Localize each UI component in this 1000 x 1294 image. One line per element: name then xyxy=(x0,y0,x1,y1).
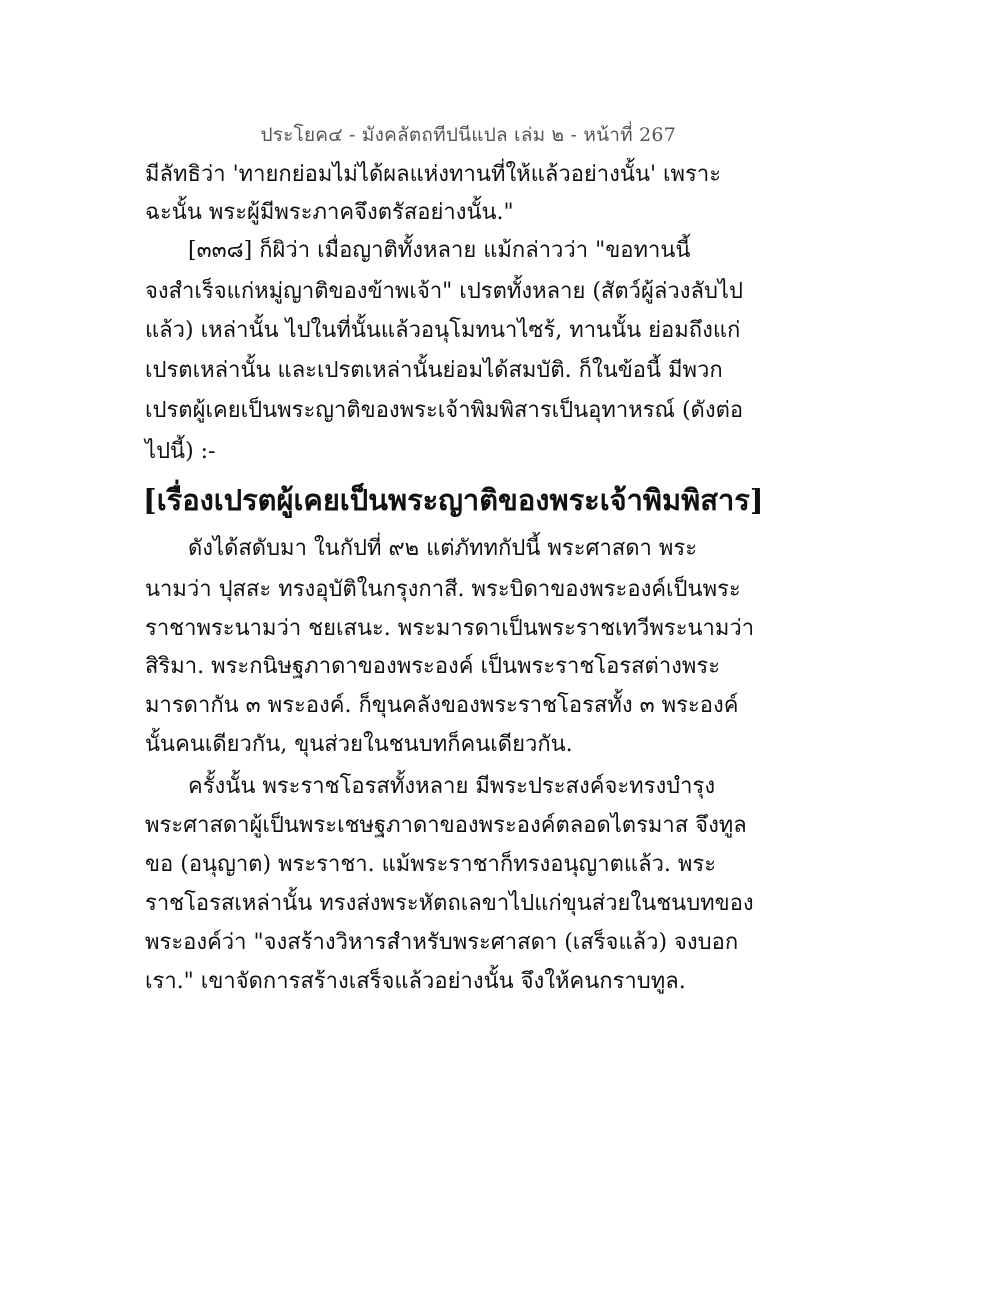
paragraph2-line-5: เปรตผู้เคยเป็นพระญาติของพระเจ้าพิมพิสารเป็นอุทาหรณ์ (ดังต่อ xyxy=(145,398,744,423)
paragraph1-line-1: มีลัทธิว่า 'ทายกย่อมไม่ได้ผลแห่งทานที่ให้แล้วอย่างนั้น' เพราะ xyxy=(145,162,722,187)
paragraph2-line-3: แล้ว) เหล่านั้น ไปในที่นั้นแล้วอนุโมทนาไซร้, ทานนั้น ย่อมถึงแก่ xyxy=(145,318,741,343)
paragraph2-line-2: จงสำเร็จแก่หมู่ญาติของข้าพเจ้า" เปรตทั้งหลาย (สัตว์ผู้ล่วงลับไป xyxy=(145,279,743,304)
paragraph3-line-1: ดังได้สดับมา ในกัปที่ ๙๒ แต่ภัททกัปนี้ พระศาสดา พระ xyxy=(188,536,698,561)
page-header: ประโยค๔ - มังคลัตถทีปนีแปล เล่ม ๒ - หน้าที่ 267 xyxy=(260,124,676,146)
paragraph3-line-5: มารดากัน ๓ พระองค์. ก็ขุนคลังของพระราชโอรสทั้ง ๓ พระองค์ xyxy=(145,693,739,718)
section-heading: [เรื่องเปรตผู้เคยเป็นพระญาติของพระเจ้าพิมพิสาร] xyxy=(143,483,764,517)
paragraph2-line-1: [๓๓๘] ก็ผิว่า เมื่อญาติทั้งหลาย แม้กล่าวว่า "ขอทานนี้ xyxy=(188,238,691,263)
paragraph3-line-6: นั้นคนเดียวกัน, ขุนส่วยในชนบทก็คนเดียวกัน. xyxy=(145,732,573,757)
paragraph4-line-6: เรา." เขาจัดการสร้างเสร็จแล้วอย่างนั้น จึงให้คนกราบทูล. xyxy=(145,969,686,994)
paragraph1-line-2: ฉะนั้น พระผู้มีพระภาคจึงตรัสอย่างนั้น." xyxy=(145,200,514,225)
paragraph3-line-2: นามว่า ปุสสะ ทรงอุบัติในกรุงกาสี. พระบิดาของพระองค์เป็นพระ xyxy=(145,577,741,602)
paragraph4-line-3: ขอ (อนุญาต) พระราชา. แม้พระราชาก็ทรงอนุญาตแล้ว. พระ xyxy=(145,852,717,877)
paragraph4-line-4: ราชโอรสเหล่านั้น ทรงส่งพระหัตถเลขาไปแก่ขุนส่วยในชนบทของ xyxy=(145,891,754,916)
paragraph2-line-6: ไปนี้) :- xyxy=(145,439,216,464)
paragraph3-line-4: สิริมา. พระกนิษฐภาดาของพระองค์ เป็นพระราชโอรสต่างพระ xyxy=(145,654,721,679)
paragraph4-line-2: พระศาสดาผู้เป็นพระเชษฐภาดาของพระองค์ตลอดไตรมาส จึงทูล xyxy=(145,813,747,838)
paragraph4-line-5: พระองค์ว่า "จงสร้างวิหารสำหรับพระศาสดา (เสร็จแล้ว) จงบอก xyxy=(145,930,739,955)
paragraph2-line-4: เปรตเหล่านั้น และเปรตเหล่านั้นย่อมได้สมบัติ. ก็ในข้อนี้ มีพวก xyxy=(145,358,723,383)
paragraph4-line-1: ครั้งนั้น พระราชโอรสทั้งหลาย มีพระประสงค์จะทรงบำรุง xyxy=(188,774,716,799)
paragraph3-line-3: ราชาพระนามว่า ชยเสนะ. พระมารดาเป็นพระราชเทวีพระนามว่า xyxy=(145,616,755,641)
